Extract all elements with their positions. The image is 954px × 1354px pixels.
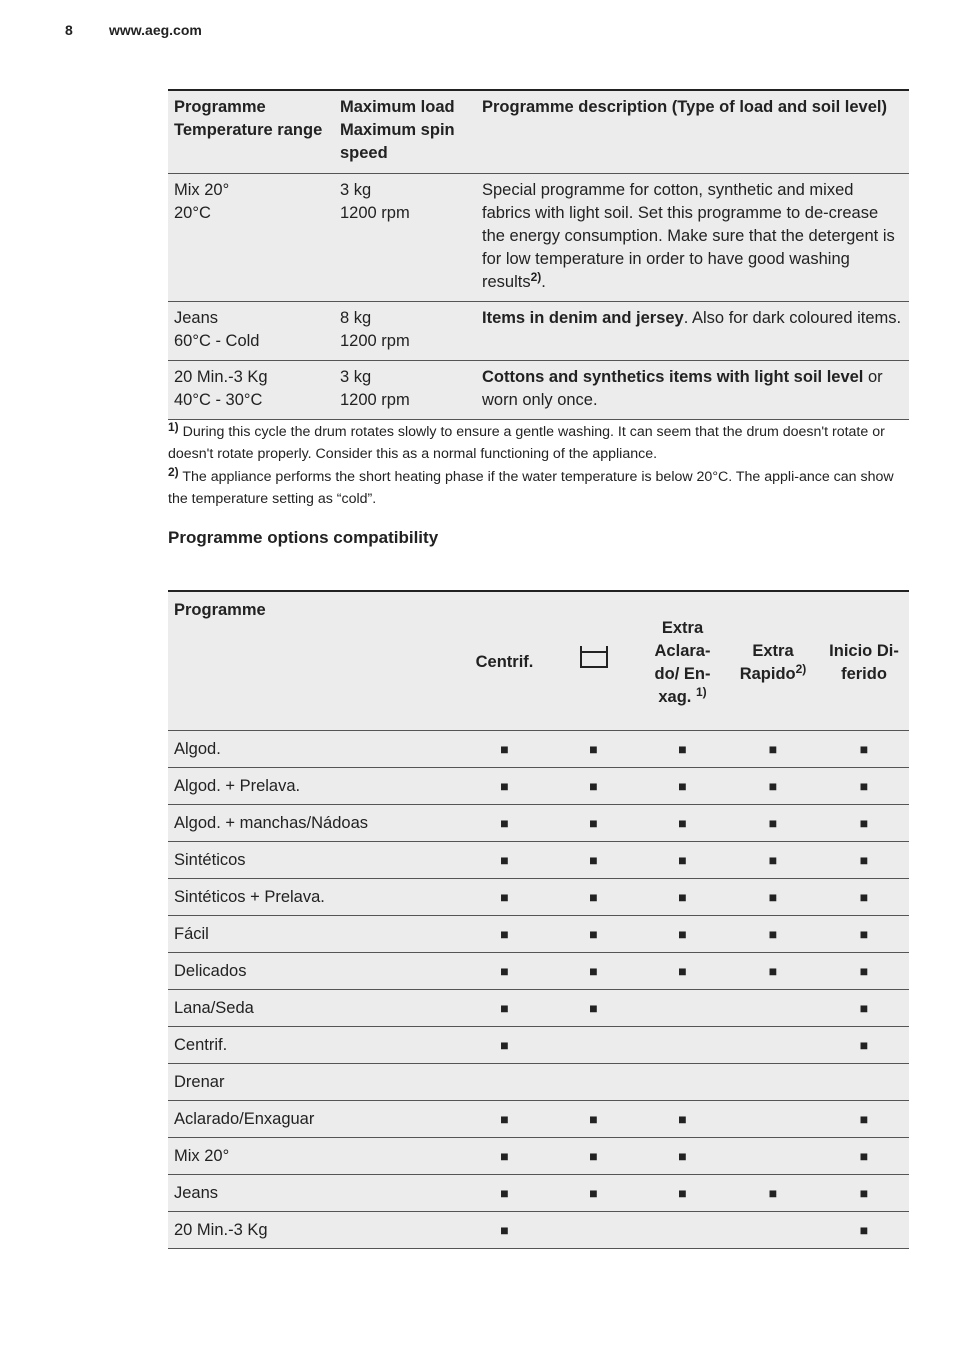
temperature-range: 60°C - Cold xyxy=(174,332,260,350)
compat-cell-inicio-diferido xyxy=(819,842,909,879)
compat-cell-extra-aclarado xyxy=(638,953,727,990)
programme-name: Sintéticos xyxy=(168,842,460,879)
compat-cell-inicio-diferido xyxy=(819,731,909,768)
compatible-mark: ■ xyxy=(589,962,598,979)
programme-name: Algod. xyxy=(168,731,460,768)
site-url: www.aeg.com xyxy=(109,22,202,38)
table-row xyxy=(168,879,909,916)
compat-cell-extra-aclarado xyxy=(638,805,727,842)
max-load: 8 kg xyxy=(340,309,372,327)
compat-cell-extra-rapido xyxy=(727,842,819,879)
compat-cell-prewash xyxy=(549,1101,638,1138)
compat-cell-centrif xyxy=(460,1101,549,1138)
compat-cell-extra-aclarado xyxy=(638,768,727,805)
temperature-range: 20°C xyxy=(174,204,211,222)
compatible-mark: ■ xyxy=(589,851,598,868)
compat-cell-prewash xyxy=(549,1138,638,1175)
compatible-mark: ■ xyxy=(500,814,509,831)
compat-cell-centrif xyxy=(460,1212,549,1249)
compatible-mark: ■ xyxy=(859,962,869,979)
footnote xyxy=(168,421,909,465)
programme-name: Algod. + Prelava. xyxy=(168,768,460,805)
compat-cell-prewash xyxy=(549,1027,638,1064)
compat-cell-centrif xyxy=(460,842,549,879)
compat-cell-extra-rapido xyxy=(727,1175,819,1212)
compatible-mark: ■ xyxy=(500,962,509,979)
compatible-mark: ■ xyxy=(768,962,778,979)
table-row xyxy=(168,361,909,420)
compatible-mark: ■ xyxy=(859,1110,869,1127)
compatible-mark: ■ xyxy=(678,814,687,831)
compat-cell-extra-aclarado xyxy=(638,1175,727,1212)
table-row xyxy=(168,953,909,990)
compat-cell-extra-aclarado xyxy=(638,842,727,879)
table-row xyxy=(168,805,909,842)
footnote-text: The appliance performs the short heating phase if the water temperature is below 20°C. The appli-ance can show the temperature setting as “cold”. xyxy=(168,469,894,507)
compat-cell-extra-rapido xyxy=(727,1064,819,1101)
compat-cell-centrif xyxy=(460,953,549,990)
section-subtitle: Programme options compatibility xyxy=(168,528,439,547)
compatible-mark: ■ xyxy=(768,814,778,831)
col-centrif: Centrif. xyxy=(460,591,549,731)
footnote-mark: 2) xyxy=(168,465,179,479)
page-number: 8 xyxy=(65,22,73,38)
table-row xyxy=(168,1101,909,1138)
compatible-mark: ■ xyxy=(500,1147,509,1164)
compatible-mark: ■ xyxy=(768,777,778,794)
compatible-mark: ■ xyxy=(500,777,509,794)
compat-cell-inicio-diferido xyxy=(819,1138,909,1175)
compatible-mark: ■ xyxy=(500,740,509,757)
table-row xyxy=(168,174,909,302)
compat-cell-extra-aclarado xyxy=(638,990,727,1027)
table-row xyxy=(168,731,909,768)
compatible-mark: ■ xyxy=(589,1184,598,1201)
table-row xyxy=(168,1212,909,1249)
compatible-mark: ■ xyxy=(859,1221,869,1238)
compatible-mark: ■ xyxy=(859,1184,869,1201)
table-row xyxy=(168,1064,909,1101)
programme-cell xyxy=(168,302,334,361)
compat-cell-extra-rapido xyxy=(727,1138,819,1175)
table-row xyxy=(168,916,909,953)
compat-cell-extra-rapido xyxy=(727,990,819,1027)
programme-name: Drenar xyxy=(168,1064,460,1101)
table-row xyxy=(168,990,909,1027)
compat-cell-centrif xyxy=(460,805,549,842)
temperature-range: 40°C - 30°C xyxy=(174,391,263,409)
programme-name: 20 Min.-3 Kg xyxy=(174,368,268,386)
description-end: . xyxy=(541,273,546,291)
compatible-mark: ■ xyxy=(859,814,869,831)
compat-cell-extra-rapido xyxy=(727,879,819,916)
programme-cell xyxy=(168,361,334,420)
compat-cell-extra-rapido xyxy=(727,953,819,990)
compatible-mark: ■ xyxy=(768,1184,778,1201)
compat-cell-prewash xyxy=(549,1064,638,1101)
col-extra-aclarado xyxy=(638,591,727,731)
programme-name: Fácil xyxy=(168,916,460,953)
compat-cell-inicio-diferido xyxy=(819,768,909,805)
compat-cell-prewash xyxy=(549,879,638,916)
col-inicio-diferido: Inicio Di-ferido xyxy=(819,591,909,731)
compatible-mark: ■ xyxy=(678,1110,687,1127)
compatible-mark: ■ xyxy=(500,925,509,942)
compat-cell-extra-aclarado xyxy=(638,1212,727,1249)
compat-cell-extra-aclarado xyxy=(638,731,727,768)
table-row xyxy=(168,1175,909,1212)
compatible-mark: ■ xyxy=(589,999,598,1016)
col-prewash xyxy=(549,591,638,731)
max-load: 3 kg xyxy=(340,181,372,199)
max-load: 3 kg xyxy=(340,368,372,386)
description-text: or worn only once. xyxy=(482,368,883,409)
compatible-mark: ■ xyxy=(859,1147,869,1164)
load-cell xyxy=(334,174,476,302)
load-cell xyxy=(334,302,476,361)
footnote-ref: 2) xyxy=(795,661,807,676)
compatible-mark: ■ xyxy=(500,999,509,1016)
compat-cell-centrif xyxy=(460,731,549,768)
compatible-mark: ■ xyxy=(589,1110,598,1127)
compat-cell-centrif xyxy=(460,1064,549,1101)
max-spin: 1200 rpm xyxy=(340,391,410,409)
compatible-mark: ■ xyxy=(500,1110,509,1127)
compatible-mark: ■ xyxy=(589,925,598,942)
compat-cell-prewash xyxy=(549,990,638,1027)
description-bold: Items in denim and jersey xyxy=(482,309,684,327)
compat-cell-centrif xyxy=(460,1027,549,1064)
description-cell xyxy=(476,361,909,420)
compatible-mark: ■ xyxy=(500,1184,509,1201)
compatible-mark: ■ xyxy=(500,1221,509,1238)
compat-cell-extra-aclarado xyxy=(638,1101,727,1138)
table-row xyxy=(168,842,909,879)
col-programme: Programme Temperature range xyxy=(168,90,334,174)
compat-cell-prewash xyxy=(549,805,638,842)
compat-cell-extra-aclarado xyxy=(638,1027,727,1064)
compatible-mark: ■ xyxy=(768,851,778,868)
footnote-ref: 2) xyxy=(530,270,542,284)
compatible-mark: ■ xyxy=(768,740,778,757)
col-programme: Programme xyxy=(168,591,460,731)
compat-cell-extra-rapido xyxy=(727,916,819,953)
max-spin: 1200 rpm xyxy=(340,332,410,350)
table-row xyxy=(168,302,909,361)
programme-name: Mix 20° xyxy=(168,1138,460,1175)
compat-cell-extra-aclarado xyxy=(638,1138,727,1175)
compatible-mark: ■ xyxy=(678,777,687,794)
page-header xyxy=(65,22,202,38)
compat-cell-extra-aclarado xyxy=(638,879,727,916)
programme-table xyxy=(168,89,909,510)
compat-cell-extra-rapido xyxy=(727,1027,819,1064)
compatible-mark: ■ xyxy=(678,851,687,868)
col-description: Programme description (Type of load and soil level) xyxy=(476,90,909,174)
col-load: Maximum load Maximum spin speed xyxy=(334,90,476,174)
load-cell xyxy=(334,361,476,420)
compat-cell-inicio-diferido xyxy=(819,1101,909,1138)
compat-cell-inicio-diferido xyxy=(819,1027,909,1064)
description-text: . Also for dark coloured items. xyxy=(683,309,902,327)
compatible-mark: ■ xyxy=(678,962,687,979)
max-spin: 1200 rpm xyxy=(340,204,410,222)
compat-cell-prewash xyxy=(549,916,638,953)
compatible-mark: ■ xyxy=(589,1147,598,1164)
description-bold: Cottons and synthetics items with light soil level xyxy=(482,368,864,386)
compat-cell-prewash xyxy=(549,1212,638,1249)
extra-aclarado-label: Extra Aclara-do/ En-xag. xyxy=(654,618,711,706)
compat-cell-inicio-diferido xyxy=(819,953,909,990)
compatible-mark: ■ xyxy=(678,888,687,905)
programme-name: Lana/Seda xyxy=(168,990,460,1027)
compat-cell-extra-rapido xyxy=(727,805,819,842)
compat-cell-inicio-diferido xyxy=(819,879,909,916)
compat-cell-inicio-diferido xyxy=(819,1064,909,1101)
footnote-text: During this cycle the drum rotates slowly to ensure a gentle washing. It can seem that the drum doesn't rotate or doesn't rotate properly. Consider this as a normal functioning of the appliance. xyxy=(168,424,885,462)
footnote xyxy=(168,466,909,510)
programme-name: Jeans xyxy=(168,1175,460,1212)
programme-name: Jeans xyxy=(174,309,219,327)
compatible-mark: ■ xyxy=(678,1184,687,1201)
extra-rapido-label: Extra Rapido xyxy=(739,641,796,683)
compat-cell-inicio-diferido xyxy=(819,990,909,1027)
compat-cell-extra-rapido xyxy=(727,1212,819,1249)
prewash-tray-icon xyxy=(580,651,608,668)
compat-cell-prewash xyxy=(549,731,638,768)
compatible-mark: ■ xyxy=(589,777,598,794)
table-row xyxy=(168,1138,909,1175)
compat-cell-extra-rapido xyxy=(727,731,819,768)
compat-cell-centrif xyxy=(460,1138,549,1175)
programme-name: 20 Min.-3 Kg xyxy=(168,1212,460,1249)
compatible-mark: ■ xyxy=(589,740,598,757)
compat-cell-centrif xyxy=(460,879,549,916)
compatible-mark: ■ xyxy=(678,1147,687,1164)
footnote-mark: 1) xyxy=(168,420,179,434)
description-cell xyxy=(476,174,909,302)
footnote-ref: 1) xyxy=(695,684,707,699)
table-row xyxy=(168,1027,909,1064)
compat-cell-extra-aclarado xyxy=(638,916,727,953)
compat-cell-centrif xyxy=(460,990,549,1027)
compatible-mark: ■ xyxy=(678,740,687,757)
compatible-mark: ■ xyxy=(859,851,869,868)
compatible-mark: ■ xyxy=(859,740,869,757)
programme-name: Algod. + manchas/Nádoas xyxy=(168,805,460,842)
compat-cell-inicio-diferido xyxy=(819,1212,909,1249)
programme-name: Sintéticos + Prelava. xyxy=(168,879,460,916)
table-row xyxy=(168,768,909,805)
compat-cell-centrif xyxy=(460,916,549,953)
programme-cell xyxy=(168,174,334,302)
compatible-mark: ■ xyxy=(859,888,869,905)
compatible-mark: ■ xyxy=(500,851,509,868)
programme-name: Centrif. xyxy=(168,1027,460,1064)
compatible-mark: ■ xyxy=(500,888,509,905)
compat-cell-extra-rapido xyxy=(727,1101,819,1138)
compat-cell-extra-aclarado xyxy=(638,1064,727,1101)
compat-cell-prewash xyxy=(549,842,638,879)
compat-cell-extra-rapido xyxy=(727,768,819,805)
description-text: Special programme for cotton, synthetic and mixed fabrics with light soil. Set this programme to de-crease the energy consumption. Make sure that the detergent is for low temperature in order to have good washing results xyxy=(482,181,895,291)
compatible-mark: ■ xyxy=(768,888,778,905)
compatible-mark: ■ xyxy=(500,1036,509,1053)
compat-cell-centrif xyxy=(460,768,549,805)
compat-cell-inicio-diferido xyxy=(819,805,909,842)
compatible-mark: ■ xyxy=(589,814,598,831)
programme-name: Delicados xyxy=(168,953,460,990)
compatible-mark: ■ xyxy=(859,999,869,1016)
programme-name: Aclarado/Enxaguar xyxy=(168,1101,460,1138)
compat-cell-prewash xyxy=(549,953,638,990)
compat-cell-prewash xyxy=(549,768,638,805)
col-extra-rapido xyxy=(727,591,819,731)
compatible-mark: ■ xyxy=(859,1036,869,1053)
compat-cell-centrif xyxy=(460,1175,549,1212)
compat-cell-inicio-diferido xyxy=(819,1175,909,1212)
compatible-mark: ■ xyxy=(678,925,687,942)
compatible-mark: ■ xyxy=(768,925,778,942)
compat-cell-prewash xyxy=(549,1175,638,1212)
footnotes xyxy=(168,421,909,510)
compatible-mark: ■ xyxy=(859,925,869,942)
compatible-mark: ■ xyxy=(589,888,598,905)
programme-name: Mix 20° xyxy=(174,181,230,199)
description-cell xyxy=(476,302,909,361)
compat-cell-inicio-diferido xyxy=(819,916,909,953)
compatible-mark: ■ xyxy=(859,777,869,794)
options-compatibility-table xyxy=(168,590,909,1249)
